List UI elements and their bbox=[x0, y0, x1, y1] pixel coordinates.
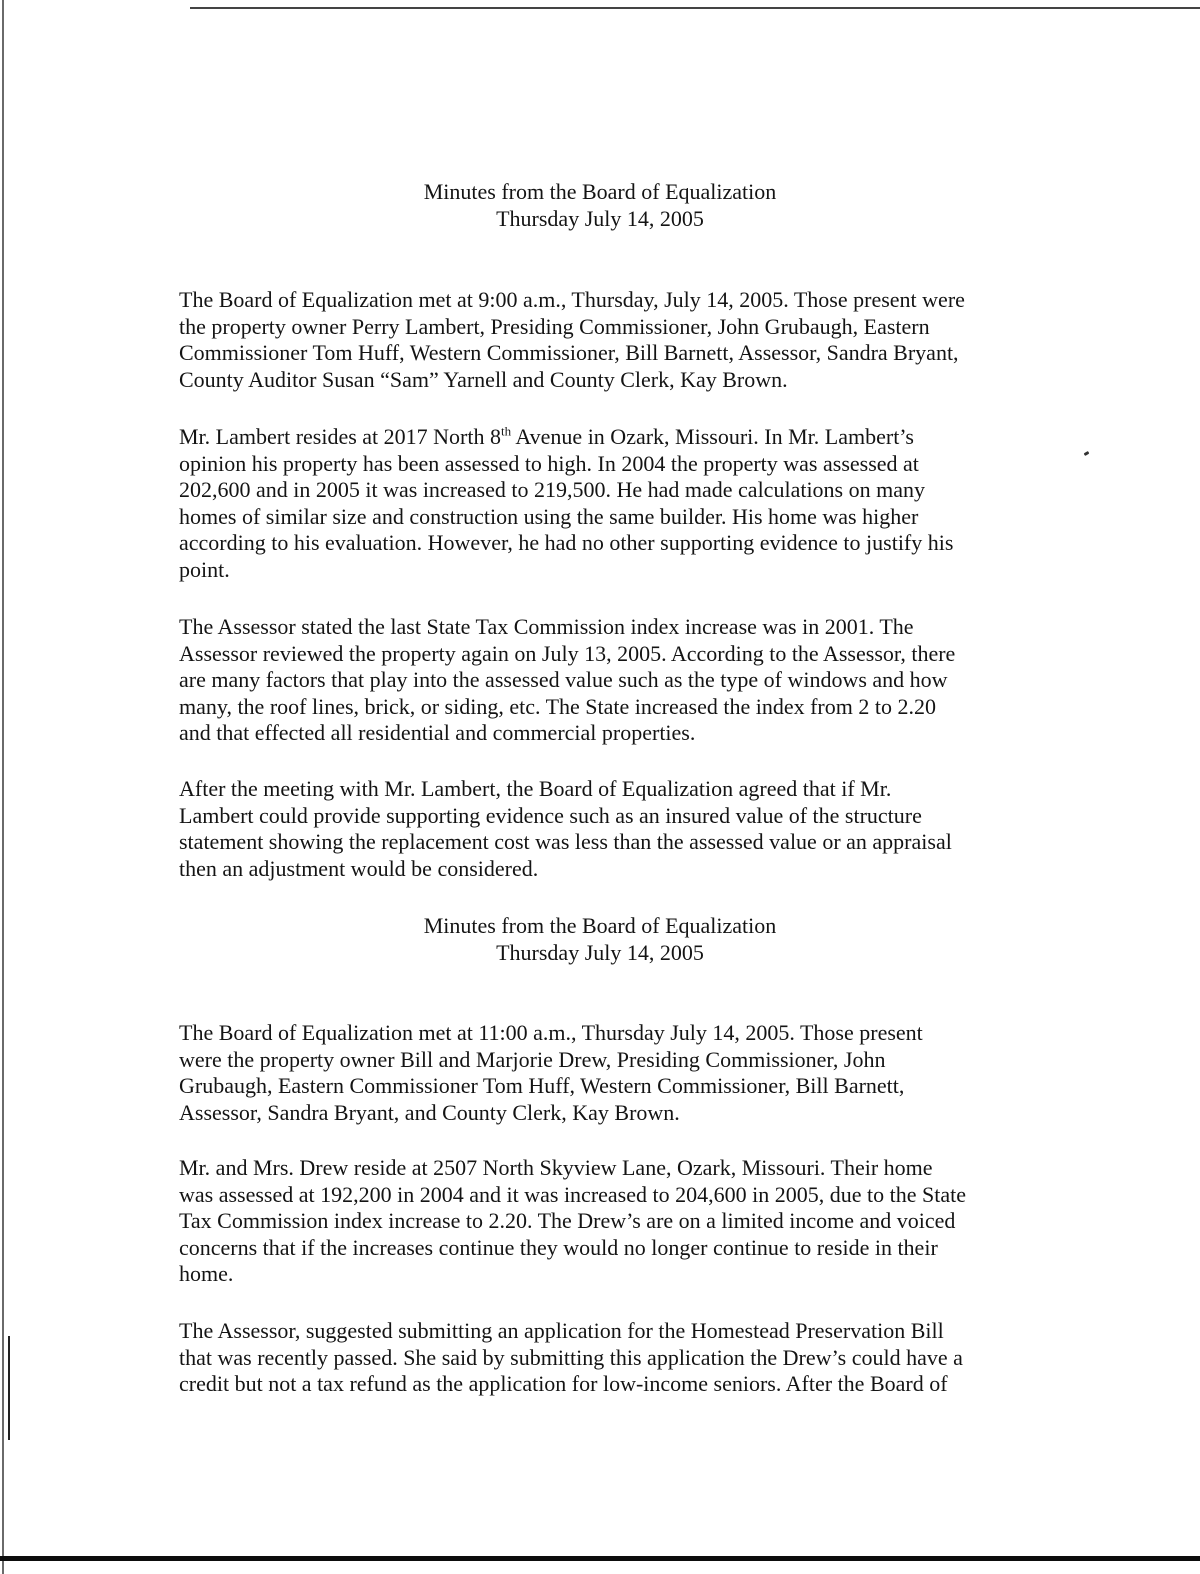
paragraph-line: home. bbox=[179, 1261, 234, 1286]
paragraph-line: then an adjustment would be considered. bbox=[179, 855, 539, 881]
paragraph-line: were the property owner Bill and Marjorie Drew, Presiding Commissioner, John bbox=[179, 1046, 886, 1072]
paragraph-line bbox=[179, 424, 1019, 451]
paragraph-line: Commissioner Tom Huff, Western Commissioner, Bill Barnett, Assessor, Sandra Bryant, bbox=[179, 340, 959, 365]
paragraph-line: The Assessor stated the last State Tax Commission index increase was in 2001. The bbox=[179, 614, 914, 639]
scan-edge-left bbox=[2, 0, 4, 1574]
paragraph-line: according to his evaluation. However, he had no other supporting evidence to justify his bbox=[179, 530, 954, 555]
paragraph-line: homes of similar size and construction using the same builder. His home was higher bbox=[179, 503, 919, 529]
section1-attendance-paragraph bbox=[179, 287, 1019, 393]
ordinal-suffix: th bbox=[501, 423, 512, 439]
paragraph-line: that was recently passed. She said by submitting this application the Drew’s could have a bbox=[179, 1344, 963, 1370]
section2-attendance-paragraph bbox=[179, 1020, 1019, 1126]
paragraph-line: 202,600 and in 2005 it was increased to 219,500. He had made calculations on many bbox=[179, 477, 925, 502]
paragraph-line: many, the roof lines, brick, or siding, etc. The State increased the index from 2 to 2.20 bbox=[179, 693, 936, 719]
paragraph-line: statement showing the replacement cost was less than the assessed value or an appraisal bbox=[179, 829, 952, 854]
paragraph-line: Mr. and Mrs. Drew reside at 2507 North Skyview Lane, Ozark, Missouri. Their home bbox=[179, 1155, 933, 1180]
section1-lambert-paragraph bbox=[179, 424, 1019, 583]
section2-assessor-paragraph bbox=[179, 1318, 1019, 1398]
section2-title: Minutes from the Board of Equalization bbox=[423, 913, 777, 938]
paragraph-line: the property owner Perry Lambert, Presiding Commissioner, John Grubaugh, Eastern bbox=[179, 313, 930, 339]
scan-edge-top bbox=[190, 7, 1200, 9]
margin-mark bbox=[8, 1336, 10, 1440]
section1-assessor-paragraph bbox=[179, 614, 1019, 747]
address-text: Mr. Lambert resides at 2017 North 8 bbox=[179, 424, 501, 449]
paragraph-line: The Board of Equalization met at 9:00 a.m., Thursday, July 14, 2005. Those present were bbox=[179, 287, 965, 312]
paragraph-line: Assessor, Sandra Bryant, and County Clerk, Kay Brown. bbox=[179, 1099, 680, 1125]
paragraph-line: was assessed at 192,200 in 2004 and it was increased to 204,600 in 2005, due to the State bbox=[179, 1181, 966, 1207]
paragraph-line: Lambert could provide supporting evidence such as an insured value of the structure bbox=[179, 802, 922, 828]
section1-heading bbox=[0, 178, 1200, 232]
paragraph-line: After the meeting with Mr. Lambert, the Board of Equalization agreed that if Mr. bbox=[179, 776, 892, 801]
paragraph-line: credit but not a tax refund as the application for low-income seniors. After the Board of bbox=[179, 1371, 948, 1396]
section2-drew-paragraph bbox=[179, 1155, 1019, 1288]
paragraph-line: The Board of Equalization met at 11:00 a.m., Thursday July 14, 2005. Those present bbox=[179, 1020, 923, 1045]
paragraph-line: Tax Commission index increase to 2.20. The Drew’s are on a limited income and voiced bbox=[179, 1208, 956, 1233]
section1-date: Thursday July 14, 2005 bbox=[496, 206, 704, 231]
section2-heading bbox=[0, 912, 1200, 966]
paragraph-line: are many factors that play into the assessed value such as the type of windows and how bbox=[179, 667, 948, 692]
paragraph-line: The Assessor, suggested submitting an application for the Homestead Preservation Bill bbox=[179, 1318, 944, 1343]
paragraph-line: concerns that if the increases continue they would no longer continue to reside in their bbox=[179, 1234, 938, 1260]
section1-decision-paragraph bbox=[179, 776, 1019, 882]
address-text-continued: Avenue in Ozark, Missouri. In Mr. Lambert’s bbox=[511, 424, 914, 449]
scan-edge-bottom bbox=[0, 1556, 1200, 1561]
paragraph-line: point. bbox=[179, 556, 230, 582]
paragraph-line: Grubaugh, Eastern Commissioner Tom Huff, Western Commissioner, Bill Barnett, bbox=[179, 1073, 905, 1098]
paragraph-line: Assessor reviewed the property again on July 13, 2005. According to the Assessor, there bbox=[179, 640, 956, 666]
section2-date: Thursday July 14, 2005 bbox=[496, 940, 704, 965]
paragraph-line: County Auditor Susan “Sam” Yarnell and County Clerk, Kay Brown. bbox=[179, 366, 788, 392]
scan-speck bbox=[1084, 451, 1090, 456]
paragraph-line: and that effected all residential and commercial properties. bbox=[179, 720, 696, 745]
section1-title: Minutes from the Board of Equalization bbox=[423, 179, 777, 204]
paragraph-line: opinion his property has been assessed to high. In 2004 the property was assessed at bbox=[179, 450, 919, 476]
